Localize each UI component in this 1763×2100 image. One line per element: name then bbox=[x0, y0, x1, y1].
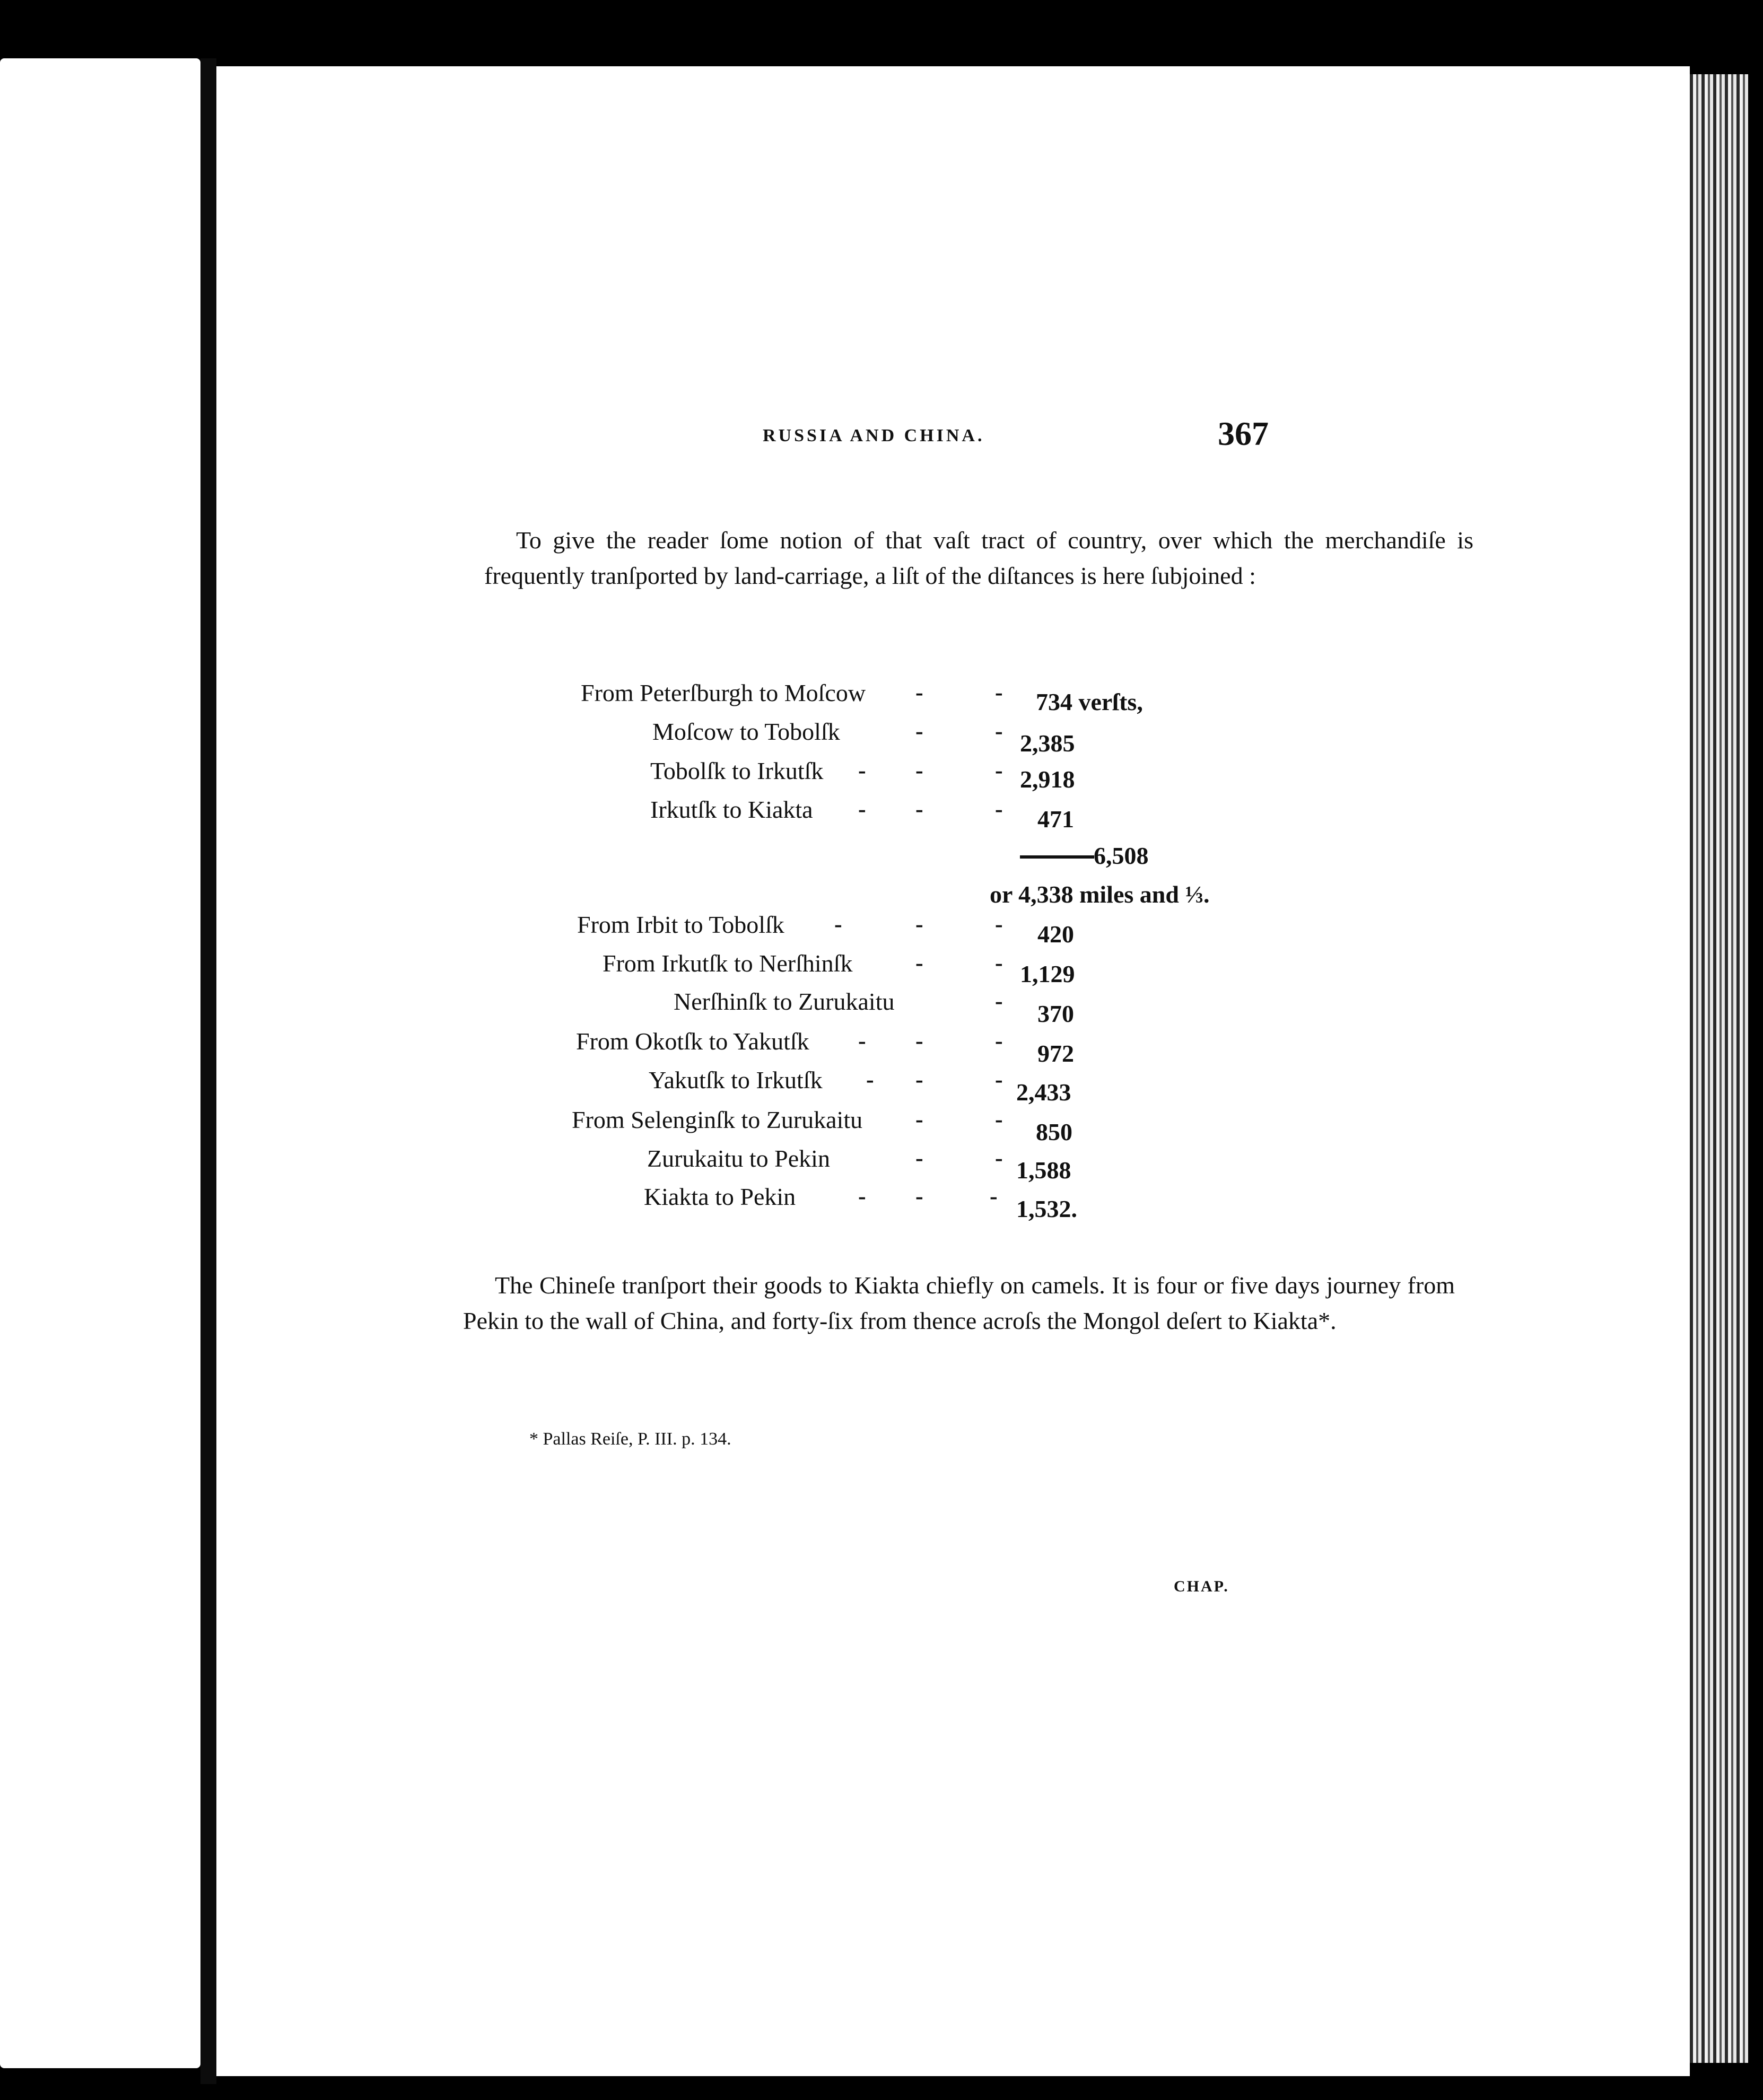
distance-value: 972 bbox=[1037, 1040, 1074, 1067]
distance-value: 370 bbox=[1037, 1000, 1074, 1027]
page-header bbox=[216, 415, 1690, 468]
intro-paragraph: To give the reader ſome notion of that vaſt tract of country, over which the merchandiſe is frequently tranſported by land-carriage, a liſt of the diſtances is here ſubjoined : bbox=[484, 527, 1473, 589]
catchword: CHAP. bbox=[1174, 1578, 1229, 1595]
distance-value: 471 bbox=[1037, 806, 1074, 833]
leader-dash: - bbox=[915, 1183, 923, 1209]
total-value: 6,508 bbox=[1094, 842, 1149, 869]
table-row: Moſcow to Tobolſk bbox=[652, 718, 840, 745]
leader-dash: - bbox=[858, 1028, 866, 1054]
footnote: * Pallas Reiſe, P. III. p. 134. bbox=[529, 1429, 731, 1449]
book-page bbox=[216, 66, 1690, 2076]
leader-dash: - bbox=[866, 1066, 874, 1092]
distance-value: 1,129 bbox=[1020, 960, 1075, 987]
distance-value: 734 verſts, bbox=[1036, 688, 1143, 715]
leader-dash: - bbox=[915, 1028, 923, 1054]
distance-value: 2,918 bbox=[1020, 766, 1075, 793]
table-row: Irkutſk to Kiakta bbox=[650, 796, 813, 823]
leader-dash: - bbox=[915, 796, 923, 822]
leader-dash: - bbox=[858, 796, 866, 822]
leader-dash: - bbox=[995, 1145, 1003, 1171]
running-head: RUSSIA AND CHINA. bbox=[763, 426, 985, 445]
leader-dash: - bbox=[915, 1066, 923, 1092]
leader-dash: - bbox=[915, 718, 923, 744]
book-gutter bbox=[200, 58, 216, 2084]
leader-dash: - bbox=[995, 950, 1003, 976]
total-miles: or 4,338 miles and ⅓. bbox=[990, 881, 1210, 908]
leader-dash: - bbox=[915, 1106, 923, 1132]
leader-dash: - bbox=[858, 1183, 866, 1209]
leader-dash: - bbox=[858, 757, 866, 783]
leader-dash: - bbox=[995, 796, 1003, 822]
page-edges bbox=[1690, 74, 1748, 2063]
table-row: From Irkutſk to Nerſhinſk bbox=[603, 950, 853, 977]
distance-value: 850 bbox=[1036, 1118, 1072, 1145]
leader-dash: - bbox=[995, 988, 1003, 1014]
sum-rule bbox=[1020, 855, 1094, 859]
table-row: Yakutſk to Irkutſk bbox=[649, 1066, 823, 1093]
leader-dash: - bbox=[915, 679, 923, 705]
page-number: 367 bbox=[1218, 415, 1269, 452]
distance-value: 1,588 bbox=[1016, 1157, 1071, 1184]
leader-dash: - bbox=[995, 1106, 1003, 1132]
leader-dash: - bbox=[915, 757, 923, 783]
leader-dash: - bbox=[990, 1183, 998, 1209]
leader-dash: - bbox=[834, 911, 842, 937]
leader-dash: - bbox=[915, 1145, 923, 1171]
leader-dash: - bbox=[995, 911, 1003, 937]
leader-dash: - bbox=[915, 911, 923, 937]
table-row: From Okotſk to Yakutſk bbox=[576, 1028, 809, 1055]
table-row: Zurukaitu to Pekin bbox=[647, 1145, 830, 1172]
leader-dash: - bbox=[915, 950, 923, 976]
leader-dash: - bbox=[995, 718, 1003, 744]
table-row: Kiakta to Pekin bbox=[644, 1183, 796, 1210]
distance-value: 1,532. bbox=[1016, 1195, 1077, 1222]
distance-value: 420 bbox=[1037, 921, 1074, 948]
table-row: From Irbit to Tobolſk bbox=[577, 911, 784, 938]
table-row: Tobolſk to Irkutſk bbox=[650, 757, 824, 784]
closing-paragraph: The Chineſe tranſport their goods to Kiakta chiefly on camels. It is four or five days journey from Pekin to the wall of China, and forty-ſix from thence acroſs the Mongol deſert to Kiakta*. bbox=[463, 1272, 1455, 1334]
table-row: From Peterſburgh to Moſcow bbox=[581, 679, 866, 706]
distance-value: 2,433 bbox=[1016, 1079, 1071, 1106]
table-row: From Selenginſk to Zurukaitu bbox=[572, 1106, 863, 1133]
leader-dash: - bbox=[995, 1066, 1003, 1092]
leader-dash: - bbox=[995, 1028, 1003, 1054]
leader-dash: - bbox=[995, 679, 1003, 705]
table-row: Nerſhinſk to Zurukaitu bbox=[674, 988, 895, 1015]
leader-dash: - bbox=[995, 757, 1003, 783]
facing-page bbox=[0, 58, 200, 2068]
distance-value: 2,385 bbox=[1020, 730, 1075, 757]
